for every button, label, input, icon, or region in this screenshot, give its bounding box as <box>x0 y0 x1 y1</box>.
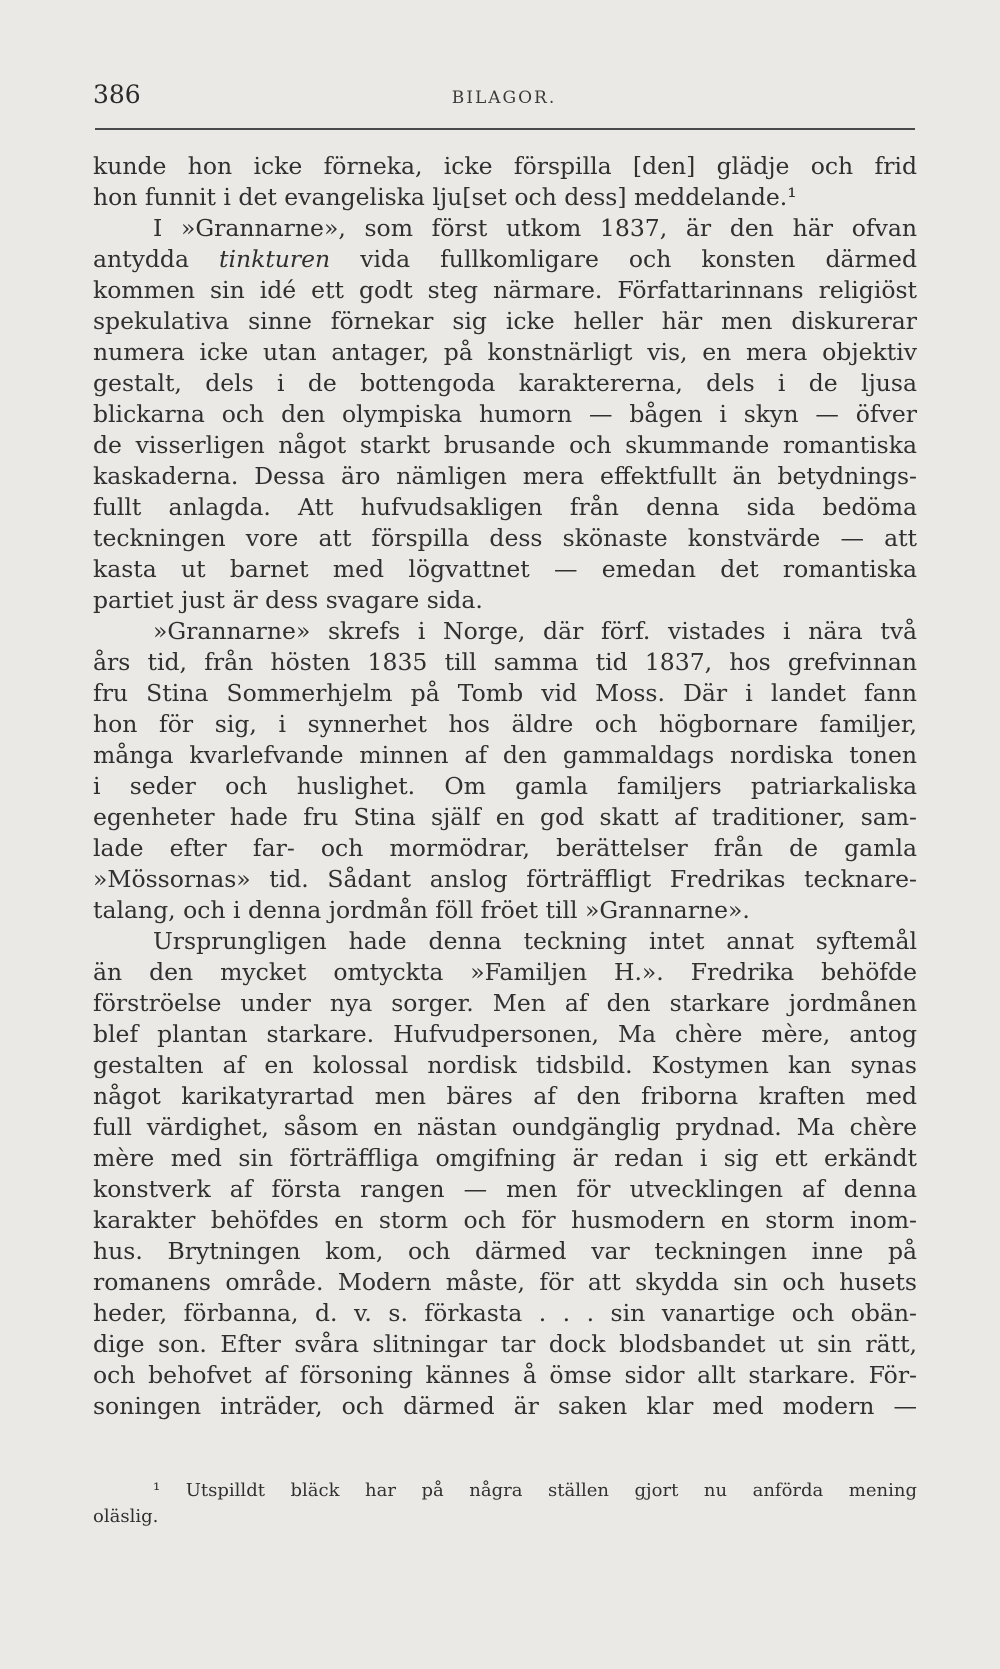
text-line: än den mycket omtyckta »Familjen H.». Fredrika behöfde <box>93 958 917 986</box>
text-line: fullt anlagda. Att hufvudsakligen från denna sida bedöma <box>93 493 917 521</box>
text-line: »Grannarne» skrefs i Norge, där förf. vistades i nära två <box>153 617 917 645</box>
text-line: soningen inträder, och därmed är saken klar med modern — <box>93 1392 917 1420</box>
text-line: teckningen vore att förspilla dess skönaste konstvärde — att <box>93 524 917 552</box>
text-line: många kvarlefvande minnen af den gammaldags nordiska tonen <box>93 741 917 769</box>
page-number: 386 <box>93 80 141 109</box>
text-line: talang, och i denna jordmån föll fröet till »Grannarne». <box>93 896 750 924</box>
text-line: konstverk af första rangen — men för utvecklingen af denna <box>93 1175 917 1203</box>
footnote-line: oläslig. <box>93 1506 159 1527</box>
footnote-line: ¹ Utspilldt bläck har på några ställen gjort nu anförda mening <box>153 1480 917 1501</box>
body-text <box>93 151 917 1422</box>
text-line <box>93 244 917 275</box>
text-line: lade efter far- och mormödrar, berättelser från de gamla <box>93 834 917 862</box>
text-line: mère med sin förträffliga omgifning är redan i sig ett erkändt <box>93 1144 917 1172</box>
text-line: kommen sin idé ett godt steg närmare. Författarinnans religiöst <box>93 276 917 304</box>
text-line: fru Stina Sommerhjelm på Tomb vid Moss. Där i landet fann <box>93 679 917 707</box>
text-line: hus. Brytningen kom, och därmed var teckningen inne på <box>93 1237 917 1265</box>
text-line: och behofvet af försoning kännes å ömse sidor allt starkare. För- <box>93 1361 917 1389</box>
text-line: »Mössornas» tid. Sådant anslog förträffligt Fredrikas tecknare- <box>93 865 917 893</box>
header-rule <box>95 128 915 130</box>
text-line: gestalten af en kolossal nordisk tidsbild. Kostymen kan synas <box>93 1051 917 1079</box>
text-line: full värdighet, såsom en nästan oundgänglig prydnad. Ma chère <box>93 1113 917 1141</box>
text-line: partiet just är dess svagare sida. <box>93 586 483 614</box>
text-line: heder, förbanna, d. v. s. förkasta . . . sin vanartige och obän- <box>93 1299 917 1327</box>
text-line: karakter behöfdes en storm och för husmodern en storm inom- <box>93 1206 917 1234</box>
text-line: kaskaderna. Dessa äro nämligen mera effektfullt än betydnings- <box>93 462 917 490</box>
text-line: numera icke utan antager, på konstnärligt vis, en mera objektiv <box>93 338 917 366</box>
text-line: kunde hon icke förneka, icke förspilla [den] glädje och frid <box>93 152 917 180</box>
text-line: förströelse under nya sorger. Men af den starkare jordmånen <box>93 989 917 1017</box>
text-line: egenheter hade fru Stina själf en god skatt af traditioner, sam- <box>93 803 917 831</box>
text-line: Ursprungligen hade denna teckning intet annat syftemål <box>153 927 917 955</box>
footnote <box>93 1478 917 1530</box>
text-line: något karikatyrartad men bäres af den friborna kraften med <box>93 1082 917 1110</box>
text-line: gestalt, dels i de bottengoda karaktererna, dels i de ljusa <box>93 369 917 397</box>
text-line: spekulativa sinne förnekar sig icke heller här men diskurerar <box>93 307 917 335</box>
text-line: hon för sig, i synnerhet hos äldre och högbornare familjer, <box>93 710 917 738</box>
text-line-part: antydda tinkturen vida fullkomligare och konsten därmed <box>93 245 917 273</box>
text-line: i seder och huslighet. Om gamla familjers patriarkaliska <box>93 772 917 800</box>
text-line: blickarna och den olympiska humorn — bågen i skyn — öfver <box>93 400 917 428</box>
text-line: de visserligen något starkt brusande och skummande romantiska <box>93 431 917 459</box>
text-line: hon funnit i det evangeliska lju[set och dess] meddelande.¹ <box>93 183 797 211</box>
running-head: BILAGOR. <box>451 88 557 108</box>
italic-word: tinkturen <box>219 245 331 273</box>
text-line: I »Grannarne», som först utkom 1837, är den här ofvan <box>153 214 917 242</box>
text-line: kasta ut barnet med lögvattnet — emedan det romantiska <box>93 555 917 583</box>
text-line: dige son. Efter svåra slitningar tar dock blodsbandet ut sin rätt, <box>93 1330 917 1358</box>
text-line: års tid, från hösten 1835 till samma tid 1837, hos grefvinnan <box>93 648 917 676</box>
page-header <box>93 78 915 118</box>
text-line: romanens område. Modern måste, för att skydda sin och husets <box>93 1268 917 1296</box>
text-line: blef plantan starkare. Hufvudpersonen, Ma chère mère, antog <box>93 1020 917 1048</box>
